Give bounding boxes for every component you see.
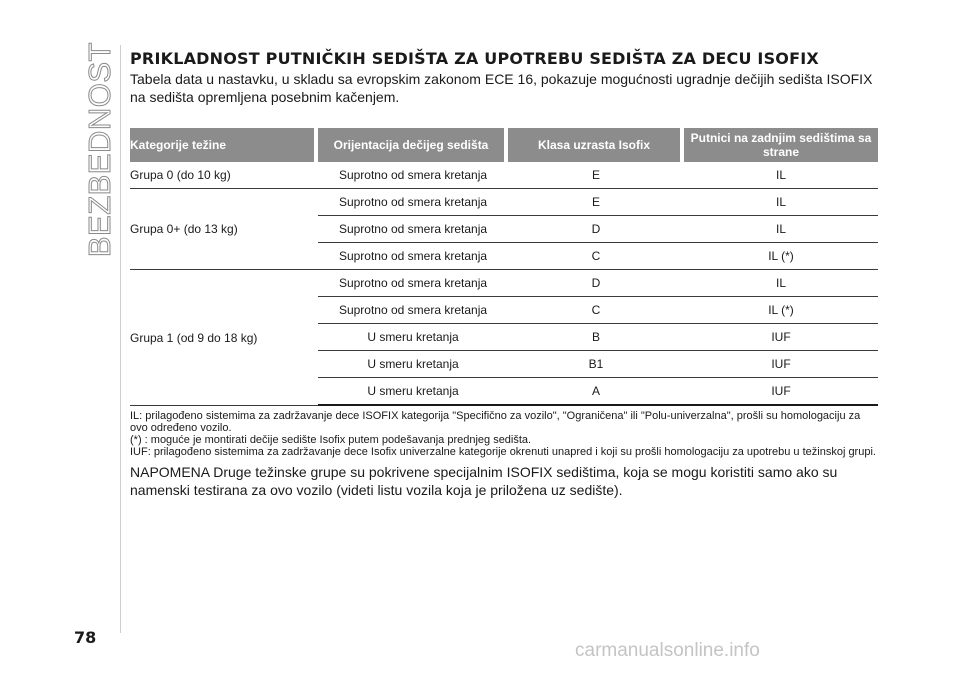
header-rear-side-passengers: Putnici na zadnjim sedištima sa strane	[684, 128, 878, 162]
napomena-paragraph: NAPOMENA Druge težinske grupe su pokrivene specijalnim ISOFIX sedištima, koja se mogu koristiti samo ako su namenski testirana za ovo vozilo (videti listu vozila koja je priložena uz sedište).	[130, 464, 838, 498]
rear-side-cell: IL	[684, 270, 878, 297]
table-row	[130, 189, 878, 216]
orientation-cell: U smeru kretanja	[318, 351, 508, 378]
weight-group-cell: Grupa 1 (od 9 do 18 kg)	[130, 270, 318, 406]
orientation-cell: Suprotno od smera kretanja	[318, 162, 508, 189]
section-divider	[120, 45, 121, 633]
page-content	[130, 49, 878, 513]
orientation-cell: U smeru kretanja	[318, 324, 508, 351]
isofix-class-cell: B	[508, 324, 684, 351]
note-iuf: IUF: prilagođeno sistemima za zadržavanje dece Isofix univerzalne kategorije okrenuti unapred i koji su prošli homologaciju za upotrebu u težinskoj grupi.	[130, 446, 876, 458]
isofix-class-cell: B1	[508, 351, 684, 378]
orientation-cell: Suprotno od smera kretanja	[318, 270, 508, 297]
isofix-class-cell: C	[508, 243, 684, 270]
orientation-cell: Suprotno od smera kretanja	[318, 216, 508, 243]
isofix-class-cell: E	[508, 189, 684, 216]
table-header-row	[130, 128, 878, 162]
orientation-cell: U smeru kretanja	[318, 378, 508, 406]
orientation-cell: Suprotno od smera kretanja	[318, 189, 508, 216]
note-asterisk: (*) : moguće je montirati dečije sedište Isofix putem podešavanja prednjeg sedišta.	[130, 434, 532, 446]
isofix-class-cell: C	[508, 297, 684, 324]
rear-side-cell: IUF	[684, 378, 878, 406]
isofix-class-cell: D	[508, 216, 684, 243]
rear-side-cell: IL (*)	[684, 243, 878, 270]
table-notes	[130, 410, 878, 458]
page-number: 78	[74, 628, 97, 647]
orientation-cell: Suprotno od smera kretanja	[318, 297, 508, 324]
rear-side-cell: IL	[684, 216, 878, 243]
weight-group-cell: Grupa 0 (do 10 kg)	[130, 162, 318, 189]
isofix-class-cell: A	[508, 378, 684, 406]
rear-side-cell: IUF	[684, 351, 878, 378]
header-seat-orientation: Orijentacija dečijeg sedišta	[318, 128, 508, 162]
intro-paragraph: Tabela data u nastavku, u skladu sa evropskim zakonom ECE 16, pokazuje mogućnosti ugradnje dečijih sedišta ISOFIX na sedišta opremljena posebnim kačenjem.	[130, 71, 873, 105]
isofix-class-cell: E	[508, 162, 684, 189]
rear-side-cell: IL (*)	[684, 297, 878, 324]
table-row	[130, 162, 878, 189]
header-weight-category: Kategorije težine	[130, 128, 318, 162]
rear-side-cell: IL	[684, 162, 878, 189]
weight-group-cell: Grupa 0+ (do 13 kg)	[130, 189, 318, 270]
note-il: IL: prilagođeno sistemima za zadržavanje dece ISOFIX kategorija "Specifično za vozilo", "Ograničena" ili "Polu-univerzalna", prošli su homologaciju za ovo određeno vozilo.	[130, 410, 861, 434]
isofix-table	[130, 128, 878, 406]
header-isofix-class: Klasa uzrasta Isofix	[508, 128, 684, 162]
orientation-cell: Suprotno od smera kretanja	[318, 243, 508, 270]
watermark: carmanualsonline.info	[575, 640, 760, 661]
table-row	[130, 270, 878, 297]
page-title: PRIKLADNOST PUTNIČKIH SEDIŠTA ZA UPOTREBU SEDIŠTA ZA DECU ISOFIX	[130, 49, 819, 68]
rear-side-cell: IUF	[684, 324, 878, 351]
table-body	[130, 162, 878, 406]
section-tab: BEZBEDNOST	[82, 42, 117, 258]
isofix-class-cell: D	[508, 270, 684, 297]
rear-side-cell: IL	[684, 189, 878, 216]
